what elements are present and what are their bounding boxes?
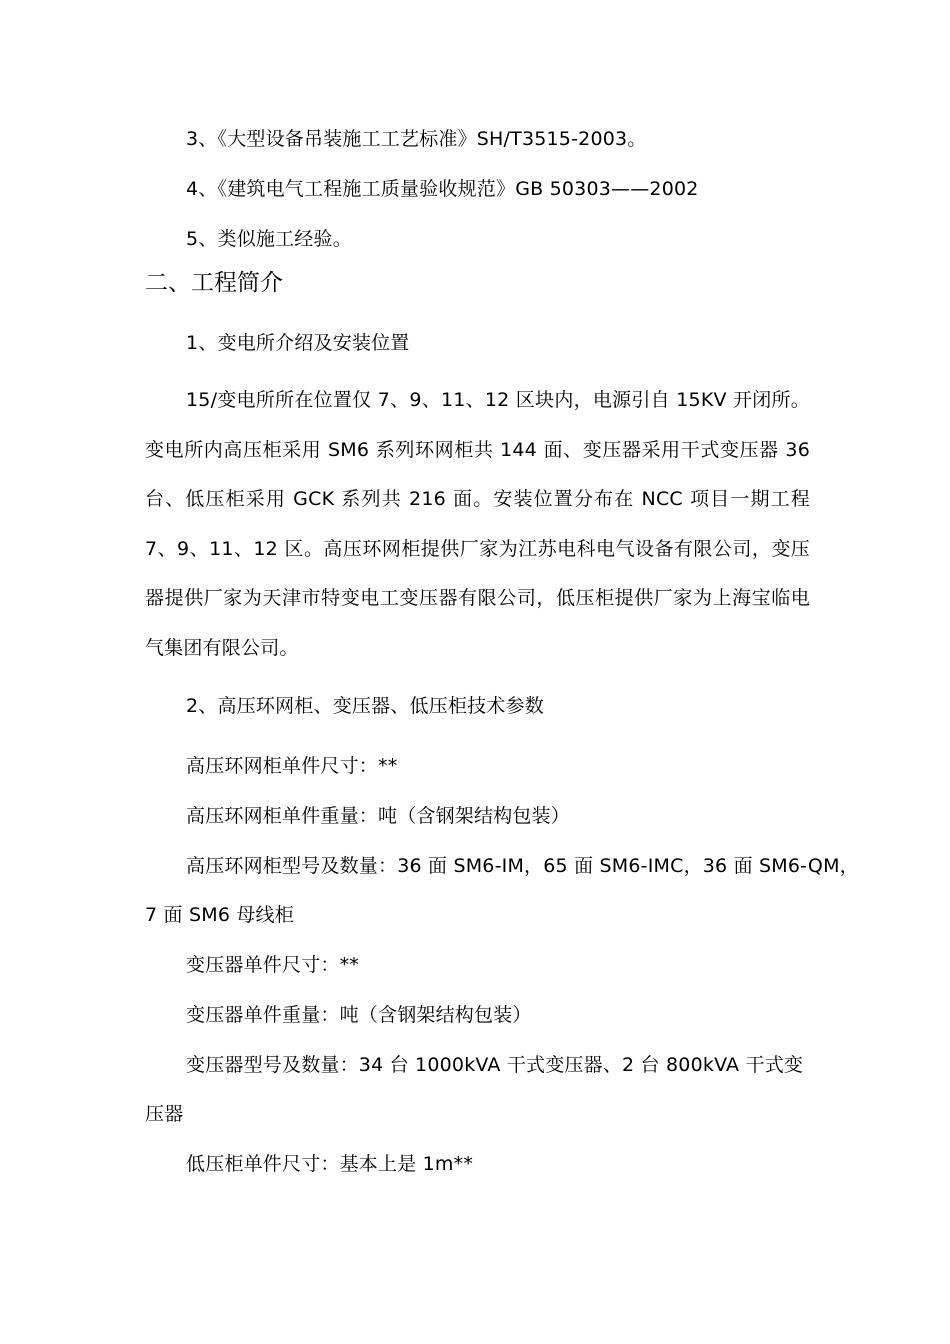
transformer-model-quantity-cont: 压器	[145, 1103, 184, 1125]
hv-unit-weight: 高压环网柜单件重量：吨（含钢架结构包装）	[186, 805, 571, 827]
transformer-model-quantity: 变压器型号及数量：34 台 1000kVA 干式变压器、2 台 800kVA 干式变	[186, 1054, 804, 1076]
hv-model-quantity: 高压环网柜型号及数量：36 面 SM6-IM，65 面 SM6-IMC，36 面 SM6-QM，	[186, 855, 859, 877]
hv-model-quantity-cont: 7 面 SM6 母线柜	[145, 904, 294, 926]
hv-unit-size: 高压环网柜单件尺寸：**	[186, 755, 398, 777]
substation-description-paragraph: 15/变电所所在位置仅 7、9、11、12 区块内，电源引自 15KV 开闭所。变电所内高压柜采用 SM6 系列环网柜共 144 面、变压器采用干式变压器 36 台、低压柜采用 GCK 系列共 216 面。安装位置分布在 NCC 项目一期工程 7、9、11、12 区。高压环网柜提供厂家为江苏电科电气设备有限公司，变压器提供厂家为天津市特变电工变压器有限公司，低压柜提供厂家为上海宝临电气集团有限公司。	[145, 389, 810, 659]
subsection-heading-1: 1、变电所介绍及安装位置	[186, 332, 410, 354]
transformer-unit-size: 变压器单件尺寸：**	[186, 954, 360, 976]
lv-unit-size: 低压柜单件尺寸：基本上是 1m**	[186, 1153, 474, 1175]
reference-item-4: 4、《建筑电气工程施工质量验收规范》GB 50303——2002	[186, 178, 699, 200]
reference-item-5: 5、类似施工经验。	[186, 228, 352, 250]
subsection-heading-2: 2、高压环网柜、变压器、低压柜技术参数	[186, 695, 544, 717]
section-heading: 二、工程简介	[145, 270, 283, 296]
transformer-unit-weight: 变压器单件重量：吨（含钢架结构包装）	[186, 1004, 532, 1026]
reference-item-3: 3、《大型设备吊装施工工艺标准》SH/T3515-2003。	[186, 128, 647, 150]
